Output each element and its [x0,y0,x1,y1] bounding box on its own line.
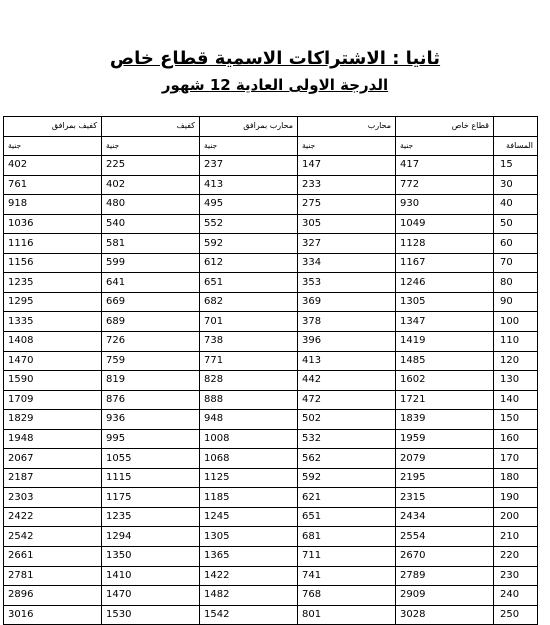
table-row [4,527,538,547]
private-sector-cell: 1167 [396,253,494,273]
veteran-escort-cell: 413 [200,175,298,195]
private-sector-cell: 3028 [396,605,494,625]
column-header-veteran: محارب [298,117,396,137]
table-row [4,547,538,567]
private-sector-cell: 1246 [396,273,494,293]
blind-escort-cell: 761 [4,175,102,195]
veteran-escort-cell: 651 [200,273,298,293]
veteran-cell: 334 [298,253,396,273]
blind-escort-cell: 1156 [4,253,102,273]
column-header-blind-escort: كفيف بمرافق [4,117,102,137]
blind-escort-cell: 1408 [4,332,102,352]
distance-cell: 30 [494,175,538,195]
blind-cell: 669 [102,292,200,312]
veteran-escort-cell: 1365 [200,547,298,567]
blind-escort-cell: 402 [4,156,102,176]
blind-escort-cell: 2303 [4,488,102,508]
blind-escort-cell: 1829 [4,410,102,430]
blind-cell: 1235 [102,507,200,527]
blind-cell: 759 [102,351,200,371]
column-header-veteran-escort: محارب بمرافق [200,117,298,137]
veteran-cell: 621 [298,488,396,508]
distance-cell: 240 [494,586,538,606]
private-sector-cell: 1049 [396,214,494,234]
veteran-escort-cell: 828 [200,371,298,391]
veteran-escort-cell: 237 [200,156,298,176]
private-sector-cell: 2909 [396,586,494,606]
blind-escort-cell: 1709 [4,390,102,410]
veteran-escort-cell: 495 [200,195,298,215]
table-row [4,488,538,508]
table-row [4,351,538,371]
distance-cell: 90 [494,292,538,312]
blind-cell: 936 [102,410,200,430]
private-sector-cell: 1419 [396,332,494,352]
veteran-escort-cell: 1245 [200,507,298,527]
veteran-escort-cell: 682 [200,292,298,312]
unit-label: جنية [298,136,396,156]
private-sector-cell: 1485 [396,351,494,371]
distance-cell: 15 [494,156,538,176]
distance-cell: 150 [494,410,538,430]
veteran-escort-cell: 1542 [200,605,298,625]
table-row [4,292,538,312]
veteran-escort-cell: 612 [200,253,298,273]
veteran-cell: 147 [298,156,396,176]
column-header-private-sector: قطاع خاص [396,117,494,137]
private-sector-cell: 1305 [396,292,494,312]
veteran-cell: 651 [298,507,396,527]
blind-cell: 689 [102,312,200,332]
veteran-escort-cell: 948 [200,410,298,430]
private-sector-cell: 1839 [396,410,494,430]
private-sector-cell: 417 [396,156,494,176]
table-row [4,195,538,215]
veteran-cell: 413 [298,351,396,371]
table-row [4,449,538,469]
table-row [4,390,538,410]
distance-cell: 220 [494,547,538,567]
blind-cell: 225 [102,156,200,176]
veteran-cell: 532 [298,429,396,449]
veteran-escort-cell: 1068 [200,449,298,469]
table-unit-row [4,136,538,156]
veteran-cell: 442 [298,371,396,391]
page-subtitle: الدرجة الاولى العادية 12 شهور [161,76,389,94]
veteran-escort-cell: 1482 [200,586,298,606]
table-row [4,234,538,254]
table-row [4,214,538,234]
distance-cell: 110 [494,332,538,352]
blind-escort-cell: 918 [4,195,102,215]
distance-cell: 230 [494,566,538,586]
table-row [4,175,538,195]
blind-escort-cell: 2781 [4,566,102,586]
blind-cell: 1470 [102,586,200,606]
veteran-escort-cell: 738 [200,332,298,352]
blind-cell: 641 [102,273,200,293]
table-row [4,253,538,273]
blind-escort-cell: 1948 [4,429,102,449]
table-row [4,507,538,527]
distance-cell: 160 [494,429,538,449]
veteran-cell: 711 [298,547,396,567]
table-row [4,371,538,391]
blind-escort-cell: 1235 [4,273,102,293]
table-row [4,566,538,586]
private-sector-cell: 1721 [396,390,494,410]
distance-cell: 250 [494,605,538,625]
veteran-cell: 741 [298,566,396,586]
veteran-cell: 396 [298,332,396,352]
blind-escort-cell: 3016 [4,605,102,625]
unit-label: جنية [4,136,102,156]
distance-cell: 100 [494,312,538,332]
distance-cell: 130 [494,371,538,391]
distance-cell: 170 [494,449,538,469]
veteran-cell: 275 [298,195,396,215]
table-row [4,586,538,606]
veteran-escort-cell: 1305 [200,527,298,547]
veteran-cell: 305 [298,214,396,234]
veteran-cell: 378 [298,312,396,332]
column-header-blind: كفيف [102,117,200,137]
blind-escort-cell: 1335 [4,312,102,332]
veteran-cell: 562 [298,449,396,469]
blind-cell: 1294 [102,527,200,547]
blind-escort-cell: 2896 [4,586,102,606]
private-sector-cell: 2079 [396,449,494,469]
table-row [4,410,538,430]
distance-cell: 60 [494,234,538,254]
distance-cell: 190 [494,488,538,508]
table-row [4,312,538,332]
unit-label: جنية [102,136,200,156]
table-row [4,156,538,176]
distance-label: المسافة [494,136,538,156]
blind-cell: 599 [102,253,200,273]
blind-escort-cell: 2187 [4,468,102,488]
blind-cell: 819 [102,371,200,391]
distance-cell: 140 [494,390,538,410]
veteran-escort-cell: 552 [200,214,298,234]
table-row [4,468,538,488]
page-title: ثانيا : الاشتراكات الاسمية قطاع خاص [109,48,441,69]
veteran-cell: 327 [298,234,396,254]
blind-escort-cell: 1295 [4,292,102,312]
veteran-escort-cell: 592 [200,234,298,254]
blind-cell: 1055 [102,449,200,469]
blind-escort-cell: 2661 [4,547,102,567]
private-sector-cell: 2670 [396,547,494,567]
table-row [4,605,538,625]
blind-escort-cell: 1116 [4,234,102,254]
blind-cell: 1175 [102,488,200,508]
veteran-escort-cell: 771 [200,351,298,371]
table-row [4,273,538,293]
blind-escort-cell: 1036 [4,214,102,234]
veteran-escort-cell: 888 [200,390,298,410]
private-sector-cell: 2315 [396,488,494,508]
private-sector-cell: 1959 [396,429,494,449]
unit-label: جنية [200,136,298,156]
veteran-escort-cell: 701 [200,312,298,332]
private-sector-cell: 2195 [396,468,494,488]
veteran-cell: 768 [298,586,396,606]
blind-cell: 726 [102,332,200,352]
veteran-escort-cell: 1125 [200,468,298,488]
blind-cell: 1530 [102,605,200,625]
table-row [4,332,538,352]
private-sector-cell: 772 [396,175,494,195]
private-sector-cell: 1602 [396,371,494,391]
veteran-cell: 681 [298,527,396,547]
distance-cell: 50 [494,214,538,234]
blind-escort-cell: 1470 [4,351,102,371]
blind-cell: 1350 [102,547,200,567]
distance-cell: 70 [494,253,538,273]
distance-cell: 200 [494,507,538,527]
private-sector-cell: 2434 [396,507,494,527]
blind-escort-cell: 1590 [4,371,102,391]
veteran-escort-cell: 1008 [200,429,298,449]
price-table [3,116,538,625]
unit-label: جنية [396,136,494,156]
veteran-cell: 801 [298,605,396,625]
private-sector-cell: 1347 [396,312,494,332]
column-header-distance [494,117,538,137]
veteran-cell: 353 [298,273,396,293]
veteran-escort-cell: 1185 [200,488,298,508]
private-sector-cell: 2789 [396,566,494,586]
table-row [4,429,538,449]
veteran-escort-cell: 1422 [200,566,298,586]
blind-escort-cell: 2422 [4,507,102,527]
blind-escort-cell: 2067 [4,449,102,469]
blind-cell: 402 [102,175,200,195]
blind-cell: 540 [102,214,200,234]
private-sector-cell: 930 [396,195,494,215]
table-header-row [4,117,538,137]
blind-cell: 581 [102,234,200,254]
veteran-cell: 233 [298,175,396,195]
veteran-cell: 502 [298,410,396,430]
distance-cell: 180 [494,468,538,488]
blind-cell: 1410 [102,566,200,586]
veteran-cell: 472 [298,390,396,410]
blind-cell: 1115 [102,468,200,488]
blind-cell: 876 [102,390,200,410]
veteran-cell: 592 [298,468,396,488]
blind-cell: 480 [102,195,200,215]
blind-escort-cell: 2542 [4,527,102,547]
blind-cell: 995 [102,429,200,449]
distance-cell: 120 [494,351,538,371]
veteran-cell: 369 [298,292,396,312]
distance-cell: 210 [494,527,538,547]
private-sector-cell: 1128 [396,234,494,254]
private-sector-cell: 2554 [396,527,494,547]
distance-cell: 80 [494,273,538,293]
distance-cell: 40 [494,195,538,215]
